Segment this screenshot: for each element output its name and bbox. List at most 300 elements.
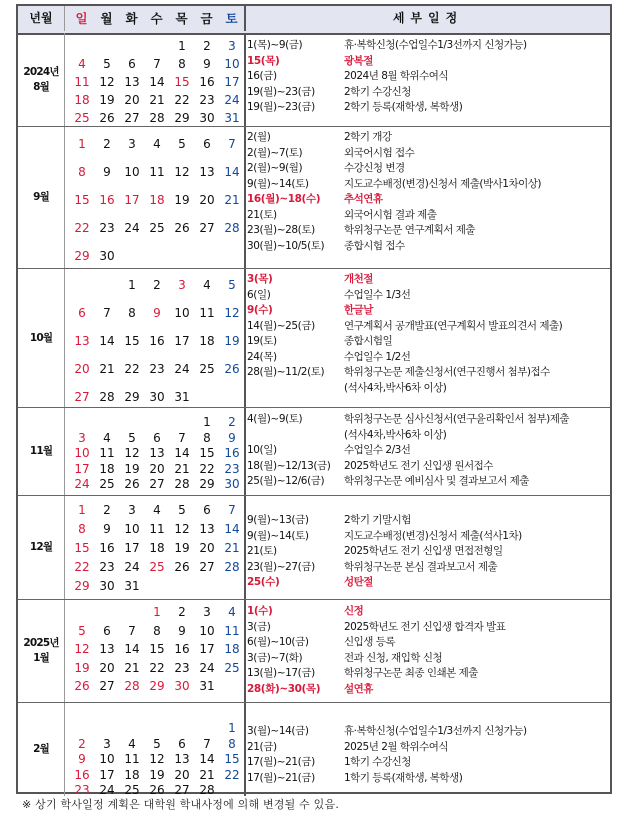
event-row — [244, 442, 610, 458]
calendar-day: 18 — [124, 767, 140, 782]
event-description: 2025년 2월 학위수여식 — [344, 740, 449, 753]
calendar-day: 21 — [224, 541, 240, 555]
calendar-day: 25 — [99, 477, 115, 491]
calendar-day: 6 — [103, 623, 111, 638]
calendar-day: 25 — [224, 660, 240, 675]
event-row — [244, 333, 610, 349]
header-day-1: 월 — [100, 11, 113, 26]
event-date: 2(월)~9(월) — [247, 162, 303, 174]
month-label — [18, 127, 65, 268]
month-label — [18, 600, 65, 702]
calendar-day: 3 — [128, 503, 136, 517]
month-name: 1월 — [33, 652, 49, 664]
calendar-day: 4 — [153, 503, 161, 517]
event-description: 2025학년도 전기 신입생 합격자 발표 — [344, 620, 506, 633]
calendar-day: 3 — [228, 39, 236, 53]
event-row — [244, 222, 610, 238]
event-description: 연구계획서 공개발표(연구계획서 발표의견서 제출) — [344, 319, 563, 332]
event-date: 9(수) — [247, 304, 273, 316]
event-row — [244, 207, 610, 223]
calendar-day: 20 — [199, 193, 215, 207]
event-row — [244, 364, 610, 380]
calendar-day: 13 — [199, 522, 215, 536]
event-date: 18(월)~12/13(금) — [247, 459, 331, 472]
calendar-day: 5 — [128, 430, 136, 445]
calendar-day: 14 — [99, 334, 115, 348]
calendar-day: 21 — [224, 193, 240, 207]
event-date: 2(월)~7(토) — [247, 146, 303, 159]
calendar-day: 14 — [149, 75, 165, 89]
calendar-day: 20 — [99, 660, 115, 675]
month-block — [18, 495, 610, 599]
calendar-day: 31 — [174, 390, 190, 404]
event-date: 15(목) — [247, 54, 280, 67]
month-name: 9월 — [33, 191, 49, 203]
event-description: 학위청구논문 본심 결과보고서 제출 — [344, 560, 498, 573]
table-body — [18, 33, 610, 797]
event-date: 14(월)~25(금) — [247, 319, 315, 332]
calendar-day: 16 — [74, 767, 90, 782]
calendar-day: 2 — [103, 137, 111, 151]
event-row — [244, 681, 610, 697]
event-row — [244, 53, 610, 69]
calendar-day: 9 — [228, 430, 236, 445]
month-calendar — [64, 703, 246, 796]
calendar-day: 13 — [99, 642, 115, 656]
event-row — [244, 634, 610, 650]
calendar-day: 31 — [199, 679, 215, 693]
calendar-day: 29 — [199, 477, 215, 491]
month-calendar — [64, 127, 246, 268]
header-detail: 세부일정 — [244, 6, 610, 31]
month-block — [18, 407, 610, 495]
event-description: 2학기 개강 — [344, 131, 392, 143]
calendar-day: 24 — [174, 362, 190, 376]
month-name: 12월 — [29, 541, 53, 553]
calendar-day: 28 — [174, 477, 190, 491]
calendar-day: 21 — [174, 461, 190, 476]
event-row — [244, 411, 610, 427]
event-description: 지도교수배정(변경)신청서 제출(박사1차이상) — [344, 177, 541, 190]
calendar-day: 19 — [174, 193, 190, 207]
event-description: 학위청구논문 최종 인쇄본 제출 — [344, 667, 478, 679]
calendar-day: 3 — [103, 736, 111, 751]
calendar-day: 27 — [174, 783, 190, 797]
event-row — [244, 380, 610, 396]
event-date: 17(월)~21(금) — [247, 756, 315, 768]
event-row — [244, 754, 610, 770]
header-day-4: 목 — [175, 11, 188, 26]
event-date: 9(월)~14(토) — [247, 529, 309, 542]
event-description: 종합시험일 — [344, 335, 393, 347]
calendar-day: 5 — [78, 623, 86, 638]
calendar-day: 18 — [149, 541, 165, 555]
event-date: 3(금)~7(화) — [247, 651, 303, 664]
calendar-day: 29 — [74, 249, 90, 263]
calendar-day: 15 — [224, 752, 240, 766]
calendar-day: 12 — [149, 752, 165, 766]
calendar-day: 7 — [203, 736, 211, 751]
calendar-day: 15 — [149, 642, 165, 656]
event-row — [244, 37, 610, 53]
event-row — [244, 271, 610, 287]
calendar-day: 6 — [203, 503, 211, 517]
event-row — [244, 287, 610, 303]
calendar-day: 17 — [124, 193, 140, 207]
event-description: 휴·복학신청(수업일수1/3선까지 신청가능) — [344, 725, 527, 737]
calendar-day: 4 — [103, 430, 111, 445]
calendar-day: 11 — [149, 522, 165, 536]
calendar-day: 27 — [149, 477, 165, 491]
event-row — [244, 473, 610, 489]
calendar-day: 14 — [124, 642, 140, 656]
event-date: 6(월)~10(금) — [247, 636, 309, 648]
calendar-day: 6 — [203, 137, 211, 151]
calendar-day: 10 — [99, 752, 115, 766]
event-description: 광복절 — [344, 54, 373, 67]
calendar-day: 6 — [128, 57, 136, 71]
calendar-day: 16 — [174, 642, 190, 656]
calendar-day: 18 — [149, 193, 165, 207]
calendar-day: 1 — [78, 503, 86, 517]
calendar-day: 12 — [99, 75, 115, 89]
event-description: 학위청구논문 제출신청서(연구진행서 첨부)접수 — [344, 366, 550, 378]
calendar-day: 16 — [149, 334, 165, 348]
event-date: 17(월)~21(금) — [247, 771, 315, 784]
calendar-day: 9 — [203, 57, 211, 71]
calendar-day: 23 — [149, 362, 165, 376]
calendar-day: 21 — [99, 362, 115, 376]
calendar-day: 29 — [74, 579, 90, 593]
calendar-day: 11 — [99, 446, 115, 460]
calendar-day: 7 — [178, 430, 186, 445]
month-block — [18, 702, 610, 796]
event-row — [244, 603, 610, 619]
calendar-day: 4 — [78, 57, 86, 71]
event-description: 외국어시험 결과 제출 — [344, 208, 437, 221]
event-row — [244, 770, 610, 786]
event-date: 25(수) — [247, 576, 280, 588]
calendar-day: 6 — [78, 306, 86, 320]
calendar-day: 13 — [74, 334, 90, 348]
calendar-day: 30 — [149, 390, 165, 404]
calendar-day: 11 — [124, 752, 140, 766]
calendar-day: 21 — [199, 767, 215, 782]
calendar-day: 5 — [178, 503, 186, 517]
calendar-day: 28 — [124, 679, 140, 693]
event-row — [244, 145, 610, 161]
month-calendar — [64, 496, 246, 599]
calendar-day: 3 — [128, 137, 136, 151]
event-row — [244, 723, 610, 739]
calendar-day: 4 — [228, 605, 236, 619]
event-description: 2025학년도 전기 신입생 면접전형일 — [344, 545, 503, 557]
calendar-day: 1 — [178, 39, 186, 53]
calendar-day: 17 — [74, 461, 90, 476]
month-block — [18, 268, 610, 407]
event-date: 24(목) — [247, 350, 277, 363]
calendar-day: 29 — [174, 111, 190, 125]
calendar-day: 12 — [224, 306, 240, 320]
month-block — [18, 126, 610, 268]
event-row — [244, 574, 610, 590]
event-date: 25(월)~12/6(금) — [247, 475, 325, 487]
calendar-day: 22 — [224, 767, 240, 782]
event-date: 1(수) — [247, 605, 273, 617]
calendar-day: 1 — [228, 721, 236, 735]
calendar-day: 28 — [224, 560, 240, 574]
event-row — [244, 176, 610, 192]
month-label — [18, 408, 65, 495]
calendar-day: 25 — [149, 560, 165, 574]
calendar-day: 29 — [124, 390, 140, 404]
event-description: 수강신청 변경 — [344, 162, 405, 174]
event-date: 21(금) — [247, 740, 277, 753]
calendar-day: 26 — [99, 111, 115, 125]
event-row — [244, 650, 610, 666]
calendar-day: 11 — [74, 75, 90, 89]
calendar-day: 16 — [199, 75, 215, 89]
month-label — [18, 269, 65, 407]
month-label — [18, 33, 65, 126]
calendar-day: 2 — [203, 39, 211, 53]
event-row — [244, 238, 610, 254]
year-label: 2024년 — [23, 65, 59, 78]
event-description: 2학기 기말시험 — [344, 514, 411, 526]
calendar-day: 13 — [199, 165, 215, 179]
calendar-day: 7 — [128, 623, 136, 638]
calendar-day: 25 — [74, 111, 90, 125]
calendar-day: 28 — [199, 783, 215, 797]
calendar-day: 4 — [153, 137, 161, 151]
calendar-day: 30 — [99, 249, 115, 263]
header-month: 년월 — [18, 6, 65, 31]
calendar-day: 13 — [149, 446, 165, 460]
calendar-day: 7 — [103, 306, 111, 320]
calendar-day: 31 — [124, 579, 140, 593]
event-description: 한글날 — [344, 304, 373, 316]
calendar-day: 30 — [174, 679, 190, 693]
calendar-day: 10 — [74, 446, 90, 460]
calendar-day: 22 — [149, 660, 165, 675]
calendar-day: 27 — [124, 111, 140, 125]
event-date: 28(월)~11/2(토) — [247, 366, 325, 378]
month-label — [18, 703, 65, 796]
calendar-day: 23 — [174, 660, 190, 675]
event-row — [244, 458, 610, 474]
event-description: 추석연휴 — [344, 193, 383, 205]
event-date: 30(월)~10/5(토) — [247, 239, 325, 252]
calendar-day: 9 — [103, 522, 111, 536]
calendar-day: 3 — [78, 430, 86, 445]
event-row — [244, 302, 610, 318]
calendar-day: 8 — [128, 306, 136, 320]
calendar-day: 26 — [174, 221, 190, 235]
calendar-day: 19 — [99, 93, 115, 107]
calendar-day: 26 — [149, 783, 165, 797]
calendar-day: 16 — [224, 446, 240, 460]
month-name: 10월 — [29, 331, 53, 344]
footnote: ※ 상기 학사일정 계획은 대학원 학내사정에 의해 변경될 수 있음. — [22, 798, 340, 811]
month-label — [18, 496, 65, 599]
month-block — [18, 599, 610, 702]
header-day-2: 화 — [125, 11, 138, 26]
event-description: 외국어시험 접수 — [344, 146, 415, 159]
event-row — [244, 191, 610, 207]
calendar-day: 18 — [224, 642, 240, 656]
calendar-day: 2 — [103, 503, 111, 517]
calendar-day: 3 — [178, 278, 186, 292]
calendar-day: 7 — [228, 137, 236, 151]
calendar-day: 30 — [224, 477, 240, 491]
calendar-day: 21 — [149, 93, 165, 107]
calendar-day: 20 — [174, 767, 190, 782]
event-date: 2(월) — [247, 131, 271, 143]
event-description: 2학기 수강신청 — [344, 85, 411, 98]
header-day-6: 토 — [225, 11, 238, 26]
event-row — [244, 84, 610, 100]
event-description: 설연휴 — [344, 682, 373, 695]
calendar-day: 9 — [103, 165, 111, 179]
event-row — [244, 739, 610, 755]
event-description: 1학기 수강신청 — [344, 756, 411, 768]
event-row — [244, 512, 610, 528]
calendar-day: 26 — [74, 679, 90, 693]
calendar-day: 24 — [74, 477, 90, 491]
calendar-day: 22 — [199, 461, 215, 476]
event-date: 9(월)~14(토) — [247, 177, 309, 190]
event-description: 학위청구논문 연구계획서 제출 — [344, 224, 476, 236]
calendar-day: 4 — [128, 736, 136, 751]
calendar-day: 30 — [99, 579, 115, 593]
event-description: 성탄절 — [344, 576, 373, 588]
event-row — [244, 99, 610, 115]
event-row — [244, 427, 610, 443]
calendar-day: 31 — [224, 111, 240, 125]
event-row — [244, 619, 610, 635]
event-description: 2024년 8월 학위수여식 — [344, 70, 449, 82]
calendar-day: 6 — [178, 736, 186, 751]
calendar-day: 23 — [99, 560, 115, 574]
calendar-day: 10 — [124, 165, 140, 179]
event-date: 19(월)~23(금) — [247, 85, 315, 98]
calendar-day: 8 — [228, 736, 236, 751]
calendar-day: 10 — [124, 522, 140, 536]
month-name: 8월 — [33, 80, 49, 93]
calendar-day: 22 — [174, 93, 190, 107]
event-date: 21(토) — [247, 208, 277, 221]
event-date: 23(월)~28(토) — [247, 224, 315, 236]
calendar-day: 3 — [203, 605, 211, 619]
calendar-day: 11 — [149, 165, 165, 179]
calendar-day: 23 — [99, 221, 115, 235]
calendar-day: 18 — [74, 93, 90, 107]
calendar-day: 12 — [174, 165, 190, 179]
month-block — [18, 33, 610, 126]
calendar-day: 5 — [228, 278, 236, 292]
calendar-day: 24 — [124, 221, 140, 235]
calendar-day: 9 — [78, 752, 86, 766]
calendar-day: 16 — [99, 541, 115, 555]
calendar-day: 24 — [224, 93, 240, 107]
calendar-day: 14 — [224, 522, 240, 536]
calendar-day: 5 — [153, 736, 161, 751]
month-calendar — [64, 600, 246, 702]
event-row — [244, 129, 610, 145]
calendar-day: 23 — [224, 461, 240, 476]
calendar-day: 2 — [228, 415, 236, 429]
event-date: 1(목)~9(금) — [247, 39, 303, 51]
event-description: 수업일수 1/2선 — [344, 350, 411, 363]
calendar-day: 16 — [99, 193, 115, 207]
calendar-day: 22 — [74, 221, 90, 235]
event-date: 3(금) — [247, 620, 271, 633]
calendar-day: 27 — [199, 560, 215, 574]
calendar-day: 19 — [74, 660, 90, 675]
event-description: 2학기 등록(재학생, 복학생) — [344, 101, 463, 113]
calendar-day: 8 — [78, 165, 86, 179]
calendar-day: 15 — [199, 446, 215, 460]
event-date: 16(월)~18(수) — [247, 193, 321, 205]
calendar-day: 15 — [74, 541, 90, 555]
calendar-day: 1 — [153, 605, 161, 619]
calendar-day: 19 — [149, 767, 165, 782]
event-date: 16(금) — [247, 70, 277, 82]
month-calendar — [64, 269, 246, 407]
event-date: 23(월)~27(금) — [247, 560, 315, 573]
event-date: 6(일) — [247, 288, 271, 301]
calendar-day: 10 — [174, 306, 190, 320]
calendar-day: 1 — [128, 278, 136, 292]
calendar-day: 17 — [199, 642, 215, 656]
calendar-day: 11 — [199, 306, 215, 320]
calendar-day: 9 — [178, 623, 186, 638]
calendar-day: 14 — [199, 752, 215, 766]
event-date: 3(월)~14(금) — [247, 725, 309, 737]
event-row — [244, 543, 610, 559]
calendar-day: 15 — [174, 75, 190, 89]
calendar-day: 7 — [153, 57, 161, 71]
event-description: 학위청구논문 예비심사 및 결과보고서 제출 — [344, 475, 529, 487]
calendar-day: 8 — [78, 522, 86, 536]
calendar-day: 17 — [124, 541, 140, 555]
calendar-day: 8 — [203, 430, 211, 445]
calendar-day: 27 — [74, 390, 90, 404]
calendar-day: 15 — [74, 193, 90, 207]
calendar-day: 19 — [174, 541, 190, 555]
calendar-day: 22 — [124, 362, 140, 376]
event-description: 신입생 등록 — [344, 636, 396, 648]
calendar-day: 13 — [124, 75, 140, 89]
calendar-day: 25 — [149, 221, 165, 235]
month-name: 2월 — [33, 743, 49, 755]
calendar-day: 24 — [99, 783, 115, 797]
event-row — [244, 318, 610, 334]
event-description: 개천절 — [344, 273, 373, 285]
event-description: 지도교수배정(변경)신청서 제출(석사1차) — [344, 529, 522, 542]
event-date: 13(월)~17(금) — [247, 667, 315, 679]
calendar-day: 2 — [78, 736, 86, 751]
calendar-day: 2 — [178, 605, 186, 619]
calendar-day: 11 — [224, 623, 240, 638]
calendar-day: 12 — [124, 446, 140, 460]
calendar-day: 20 — [124, 93, 140, 107]
academic-calendar-table — [16, 4, 612, 797]
calendar-day: 21 — [124, 660, 140, 675]
event-date: 9(월)~13(금) — [247, 514, 309, 526]
event-date: 3(목) — [247, 273, 273, 285]
event-description: 학위청구논문 심사신청서(연구윤리확인서 첨부)제출 — [344, 413, 570, 425]
